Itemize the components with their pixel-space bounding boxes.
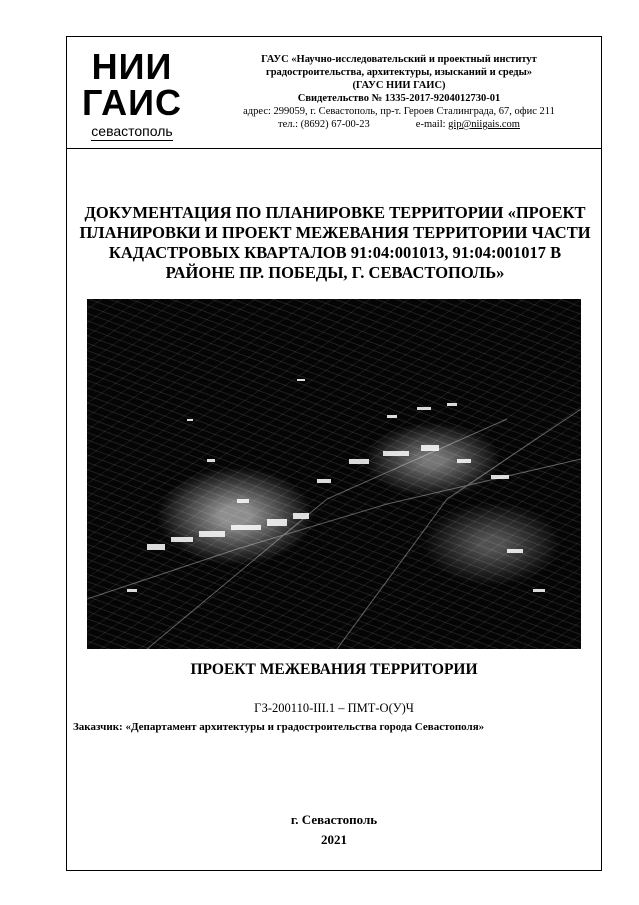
org-name-line2: градостроительства, архитектуры, изысканий и среды» xyxy=(265,67,533,78)
document-subtitle: ПРОЕКТ МЕЖЕВАНИЯ ТЕРРИТОРИИ xyxy=(190,661,478,678)
document-code: ГЗ-200110-III.1 – ПМТ-О(У)Ч xyxy=(254,701,414,715)
org-email-link[interactable]: gip@niigais.com xyxy=(448,119,520,130)
org-address: адрес: 299059, г. Севастополь, пр-т. Героев Сталинграда, 67, офис 211 xyxy=(243,106,555,117)
aerial-photo-sketch xyxy=(87,299,581,649)
logo-text-city: севастополь xyxy=(91,123,173,139)
org-email-label: e-mail: xyxy=(415,119,446,130)
document-title: ДОКУМЕНТАЦИЯ ПО ПЛАНИРОВКЕ ТЕРРИТОРИИ «ПРОЕКТ ПЛАНИРОВКИ И ПРОЕКТ МЕЖЕВАНИЯ ТЕРРИТОРИИ ЧАСТИ КАДАСТРОВЫХ КВАРТАЛОВ 91:04:001013, 91:04:001017 В РАЙОНЕ ПР. ПОБЕДЫ, Г. СЕВАСТОПОЛЬ» xyxy=(79,203,591,282)
org-short-name: (ГАУС НИИ ГАИС) xyxy=(352,80,446,91)
logo-text-gais: ГАИС xyxy=(81,82,182,123)
org-certificate: Свидетельство № 1335-2017-9204012730-01 xyxy=(297,93,501,104)
org-contacts xyxy=(203,118,595,131)
document-city: г. Севастополь xyxy=(290,812,378,827)
org-phone: тел.: (8692) 67-00-23 xyxy=(278,119,370,130)
logo-text-nii: НИИ xyxy=(91,46,173,87)
document-year: 2021 xyxy=(321,832,347,847)
customer-line: Заказчик: «Департамент архитектуры и градостроительства города Севастополя» xyxy=(73,721,485,733)
institute-logo xyxy=(77,46,187,141)
header xyxy=(67,37,601,149)
org-name-line1: ГАУС «Научно-исследовательский и проектный институт xyxy=(261,54,537,65)
cover-frame xyxy=(66,36,602,871)
aerial-city-photo xyxy=(87,299,581,649)
organization-info xyxy=(203,53,595,131)
org-email-block xyxy=(416,118,520,131)
